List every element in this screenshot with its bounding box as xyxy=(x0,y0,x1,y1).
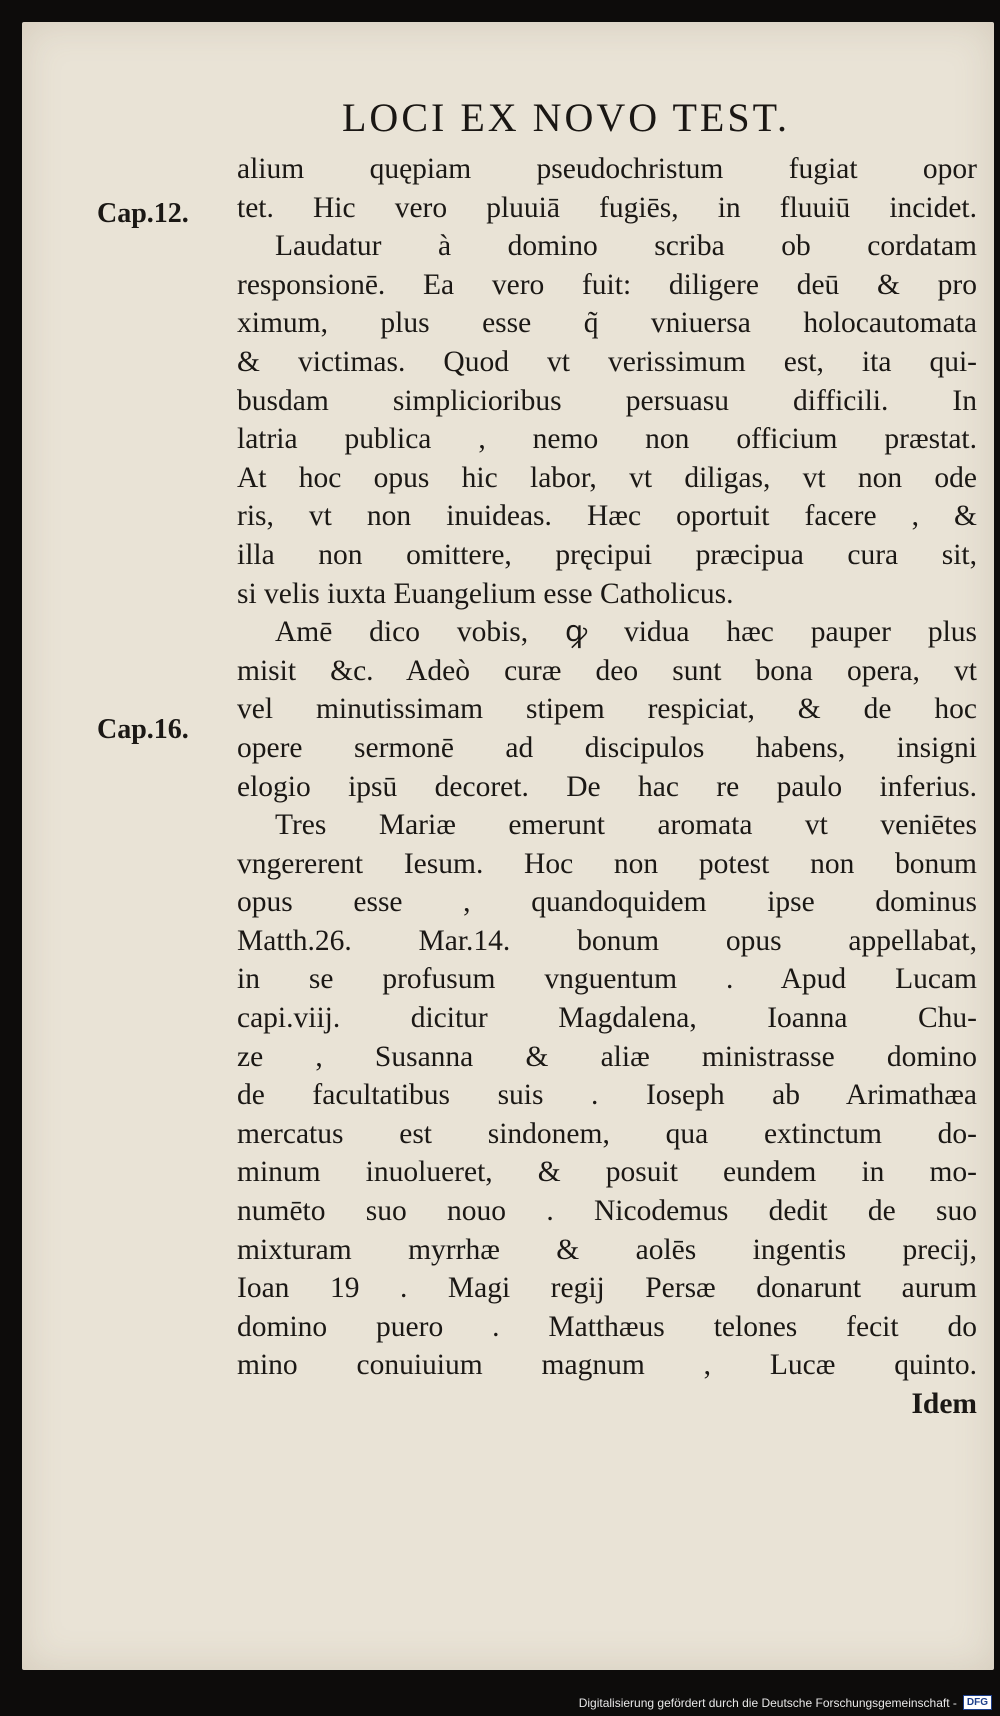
text-line: ze , Susanna & aliæ ministrasse domino xyxy=(237,1040,977,1073)
text-line: Amē dico vobis, ꝙ vidua hæc pauper plus xyxy=(275,616,977,649)
book-page xyxy=(22,22,994,1670)
text-line: tet. Hic vero pluuiā fugiēs, in fluuiū incidet. xyxy=(237,191,977,224)
text-line: ximum, plus esse q̃ vniuersa holocautomata xyxy=(237,307,977,340)
text-line: responsionē. Ea vero fuit: diligere deū & pro xyxy=(237,268,977,301)
digitization-credit xyxy=(579,1695,992,1710)
text-line: At hoc opus hic labor, vt diligas, vt non ode xyxy=(237,461,977,494)
text-line: Tres Mariæ emerunt aromata vt veniētes xyxy=(275,809,977,842)
margin-note-cap-16: Cap.16. xyxy=(97,714,189,745)
text-line: latria publica , nemo non officium præstat. xyxy=(237,423,977,456)
text-line: si velis iuxta Euangelium esse Catholicus. xyxy=(237,577,734,610)
text-line: mino conuiuium magnum , Lucæ quinto. xyxy=(237,1349,977,1382)
text-line: de facultatibus suis . Ioseph ab Arimathæa xyxy=(237,1079,977,1112)
text-line: misit &c. Adeò curæ deo sunt bona opera, vt xyxy=(237,654,977,687)
margin-note-cap-12: Cap.12. xyxy=(97,198,189,229)
text-line: capi.viij. dicitur Magdalena, Ioanna Chu- xyxy=(237,1002,977,1035)
text-line: busdam simplicioribus persuasu difficili. In xyxy=(237,384,977,417)
text-line: Laudatur à domino scriba ob cordatam xyxy=(275,230,977,263)
text-line: elogio ipsū decoret. De hac re paulo inferius. xyxy=(237,770,977,803)
text-line: mercatus est sindonem, qua extinctum do- xyxy=(237,1117,977,1150)
text-line: opus esse , quandoquidem ipse dominus xyxy=(237,886,977,919)
text-line: Ioan 19 . Magi regij Persæ donarunt aurum xyxy=(237,1272,977,1305)
text-line: mixturam myrrhæ & aolēs ingentis precij, xyxy=(237,1233,977,1266)
catchword: Idem xyxy=(911,1388,977,1420)
body-text xyxy=(237,150,977,1424)
text-line: alium quępiam pseudochristum fugiat opor xyxy=(237,153,977,185)
text-line: in se profusum vnguentum . Apud Lucam xyxy=(237,963,977,996)
text-line: opere sermonē ad discipulos habens, insigni xyxy=(237,731,977,764)
text-line: vngererent Iesum. Hoc non potest non bonum xyxy=(237,847,977,880)
text-line: & victimas. Quod vt verissimum est, ita qui- xyxy=(237,345,977,378)
text-line: vel minutissimam stipem respiciat, & de hoc xyxy=(237,693,977,726)
text-line: domino puero . Matthæus telones fecit do xyxy=(237,1310,977,1343)
credit-text: Digitalisierung gefördert durch die Deutsche Forschungsgemeinschaft - xyxy=(578,1695,957,1710)
text-line: numēto suo nouo . Nicodemus dedit de suo xyxy=(237,1195,977,1228)
running-head: LOCI EX NOVO TEST. xyxy=(342,95,791,140)
text-line: Matth.26. Mar.14. bonum opus appellabat, xyxy=(237,924,977,957)
text-line: illa non omittere, pręcipui præcipua cura sit, xyxy=(237,538,977,571)
text-line: ris, vt non inuideas. Hæc oportuit facere , & xyxy=(237,500,977,533)
text-line: minum inuolueret, & posuit eundem in mo- xyxy=(237,1156,977,1189)
dfg-logo: DFG xyxy=(963,1695,992,1710)
